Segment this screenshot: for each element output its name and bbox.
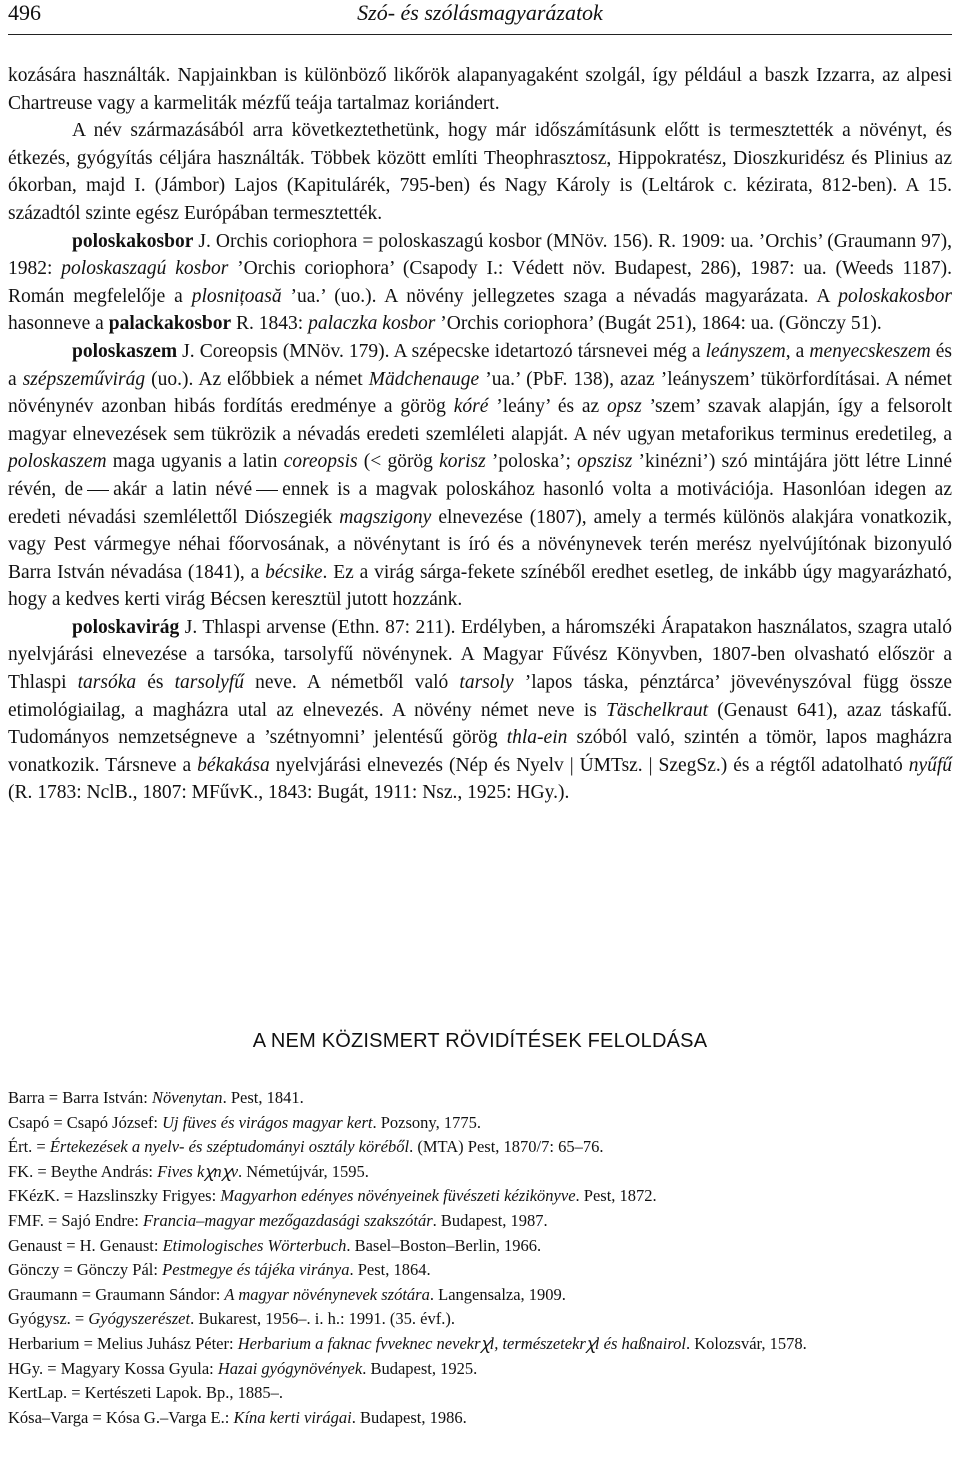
abbreviation-entry: Barra = Barra István: Növenytan. Pest, 1841. xyxy=(8,1088,304,1107)
entry-poloskaszem: poloskaszem J. Coreopsis (MNöv. 179). A szépecske idetartozó társnevei még a leányszem, a menyecskeszem és a szépszeművirág (uo.). Az előbbiek a német Mädchenauge ’ua.’ (PbF. 138), azaz ’leányszem’ tükörfordításai. A német növénynév azonban hibás fordítás eredménye a görög kóré ’leány’ és az opsz ’szem’ szavak alapján, így a felsorolt magyar elnevezések sem tükrözik a névadás eredeti szemléleti alapját. A név ugyan metaforikus terminus eredetileg, a poloskaszem maga ugyanis a latin coreopsis (< görög korisz ’poloska’; opszisz ’kinézni’) szó mintájára jött létre Linné révén, de akár a latin névé ennek is a magvak poloskához hasonló volta a motivációja. Hasonlóan idegen az eredeti névadási szemlélettől Diószegiék magszigony elnevezése (1807), amely a termés különös alakjára vonatkozik, vagy Pest vármegye néhai főorvosának, a növénytant is író és a növénynevek terén merész nyelvújítónak bizonyuló Barra István névadása (1841), a bécsike. Ez a virág sárga-fekete színéből eredhet esetleg, de inkább úgy magyarázható, hogy a kedves kerti virág Bécsen keresztül jutott hozzánk. xyxy=(8,340,953,611)
paragraph-etymology-note: A név származásából arra következtethetünk, hogy már időszámításunk előtt is termesztették a növényt, és étkezés, gyógyítás céljára használták. Többek között említi Theophrasztosz, Hippokratész, Dioszkuridész és Plinius az ókorban, majd I. (Jámbor) Lajos (Kapitulárék, 795-ben) és Nagy Károly is (Leltárok c. kézirata, 812-ben). A 15. századtól szinte egész Európában termesztették. xyxy=(8,120,952,224)
entry-poloskakosbor: poloskakosbor J. Orchis coriophora = poloskaszagú kosbor (MNöv. 156). R. 1909: ua. ’Orchis’ (Graumann 97), 1982: poloskaszagú kosbor ’Orchis coriophora’ (Csapody I.: Védett növ. Budapest, 286), 1987: ua. (Weeds 1187). Román megfelelője a plosnițoasă ’ua.’ (uo.). A növény jellegzetes szaga a névadás magyarázata. A poloskakosbor hasonneve a palackakosbor R. 1843: palaczka kosbor ’Orchis coriophora’ (Bugát 251), 1864: ua. (Gönczy 51). xyxy=(8,230,952,335)
abbreviation-entry: KertLap. = Kertészeti Lapok. Bp., 1885–. xyxy=(8,1383,284,1403)
abbreviation-entry: Genaust = H. Genaust: Etimologisches Wörterbuch. Basel–Boston–Berlin, 1966. xyxy=(8,1235,542,1255)
abbreviation-entry: Csapó = Csapó József: Uj füves és virágos magyar kert. Pozsony, 1775. xyxy=(8,1112,481,1132)
abbreviation-entry: Kósa–Varga = Kósa G.–Varga E.: Kína kerti virágai. Budapest, 1986. xyxy=(8,1407,467,1427)
page-header xyxy=(8,0,952,35)
separator-bar: | xyxy=(569,754,574,776)
headword: poloskaszem xyxy=(72,340,178,362)
abbreviation-entry: Herbarium = Melius Juhász Péter: Herbarium a faknac fvveknec nevekrꭓl, természetekrꭓl és haßnairol. Kolozsvár, 1578. xyxy=(8,1333,807,1353)
abbreviation-entry: Gyógysz. = Gyógyszerészet. Bukarest, 1956–. i. h.: 1991. (35. évf.). xyxy=(8,1309,455,1329)
paragraph-continuation: kozására használták. Napjainkban is különböző likőrök alapanyagaként szolgál, így például a baszk Izzarra, az alpesi Chartreuse vagy a karmeliták mézfű teája tartalmaz koriándert. xyxy=(8,65,952,114)
abbreviation-entry: FMF. = Sajó Endre: Francia–magyar mezőgazdasági szakszótár. Budapest, 1987. xyxy=(8,1210,548,1230)
em-dash-rule xyxy=(87,490,109,491)
abbreviation-entry: Graumann = Graumann Sándor: A magyar növénynevek szótára. Langensalza, 1909. xyxy=(8,1284,566,1304)
abbreviation-list xyxy=(8,1086,952,1430)
abbreviation-entry: FKézK. = Hazslinszky Frigyes: Magyarhon edényes növényeinek füvészeti kézikönyve. Pest, 1872. xyxy=(8,1186,657,1206)
abbreviation-entry: HGy. = Magyary Kossa Gyula: Hazai gyógynövények. Budapest, 1925. xyxy=(8,1358,478,1378)
running-title: Szó- és szólásmagyarázatok xyxy=(357,0,603,25)
headword: poloskakosbor xyxy=(72,230,194,252)
em-dash-rule xyxy=(256,490,278,491)
abbreviation-entry: Gönczy = Gönczy Pál: Pestmegye és tájéka viránya. Pest, 1864. xyxy=(8,1260,431,1280)
section-title: A NEM KÖZISMERT RÖVIDÍTÉSEK FELOLDÁSA xyxy=(252,1030,708,1052)
entry-poloskavirag: poloskavirág J. Thlaspi arvense (Ethn. 87: 211). Erdélyben, a háromszéki Árapatakon használatos, szagra utaló nyelvjárási elnevezése a tarsóka, tarsolyfű növénynek. A Magyar Fűvész Könyvben, 1807-ben olvasható először a Thlaspi tarsóka és tarsolyfű neve. A németből való tarsoly ’lapos táska, pénztárca’ jövevényszóval függ össze etimológiailag, a magházra utal az elnevezés. A növény német neve is Täschelkraut (Genaust 641), azaz táskafű. Tudományos nemzetségneve a ’szétnyomni’ jelentésű görög thla-ein szóból való, szintén a tömör, lapos magházra vonatkozik. Társneve a békakása nyelvjárási elnevezés (Nép és Nyelv | ÚMTsz. | SzegSz.) és a régtől adatolható nyűfű (R. 1783: NclB., 1807: MFűvK., 1843: Bugát, 1911: Nsz., 1925: HGy.). xyxy=(8,616,953,804)
abbreviation-entry: Ért. = Értekezések a nyelv- és széptudományi osztály köréből. (MTA) Pest, 1870/7: 65–76. xyxy=(8,1137,604,1157)
page-number: 496 xyxy=(8,0,41,25)
abbreviation-entry: FK. = Beythe András: Fives kꭓnꭓv. Németújvár, 1595. xyxy=(8,1161,369,1181)
separator-bar: | xyxy=(648,754,653,776)
dictionary-body xyxy=(8,62,952,807)
headword: poloskavirág xyxy=(72,616,180,638)
